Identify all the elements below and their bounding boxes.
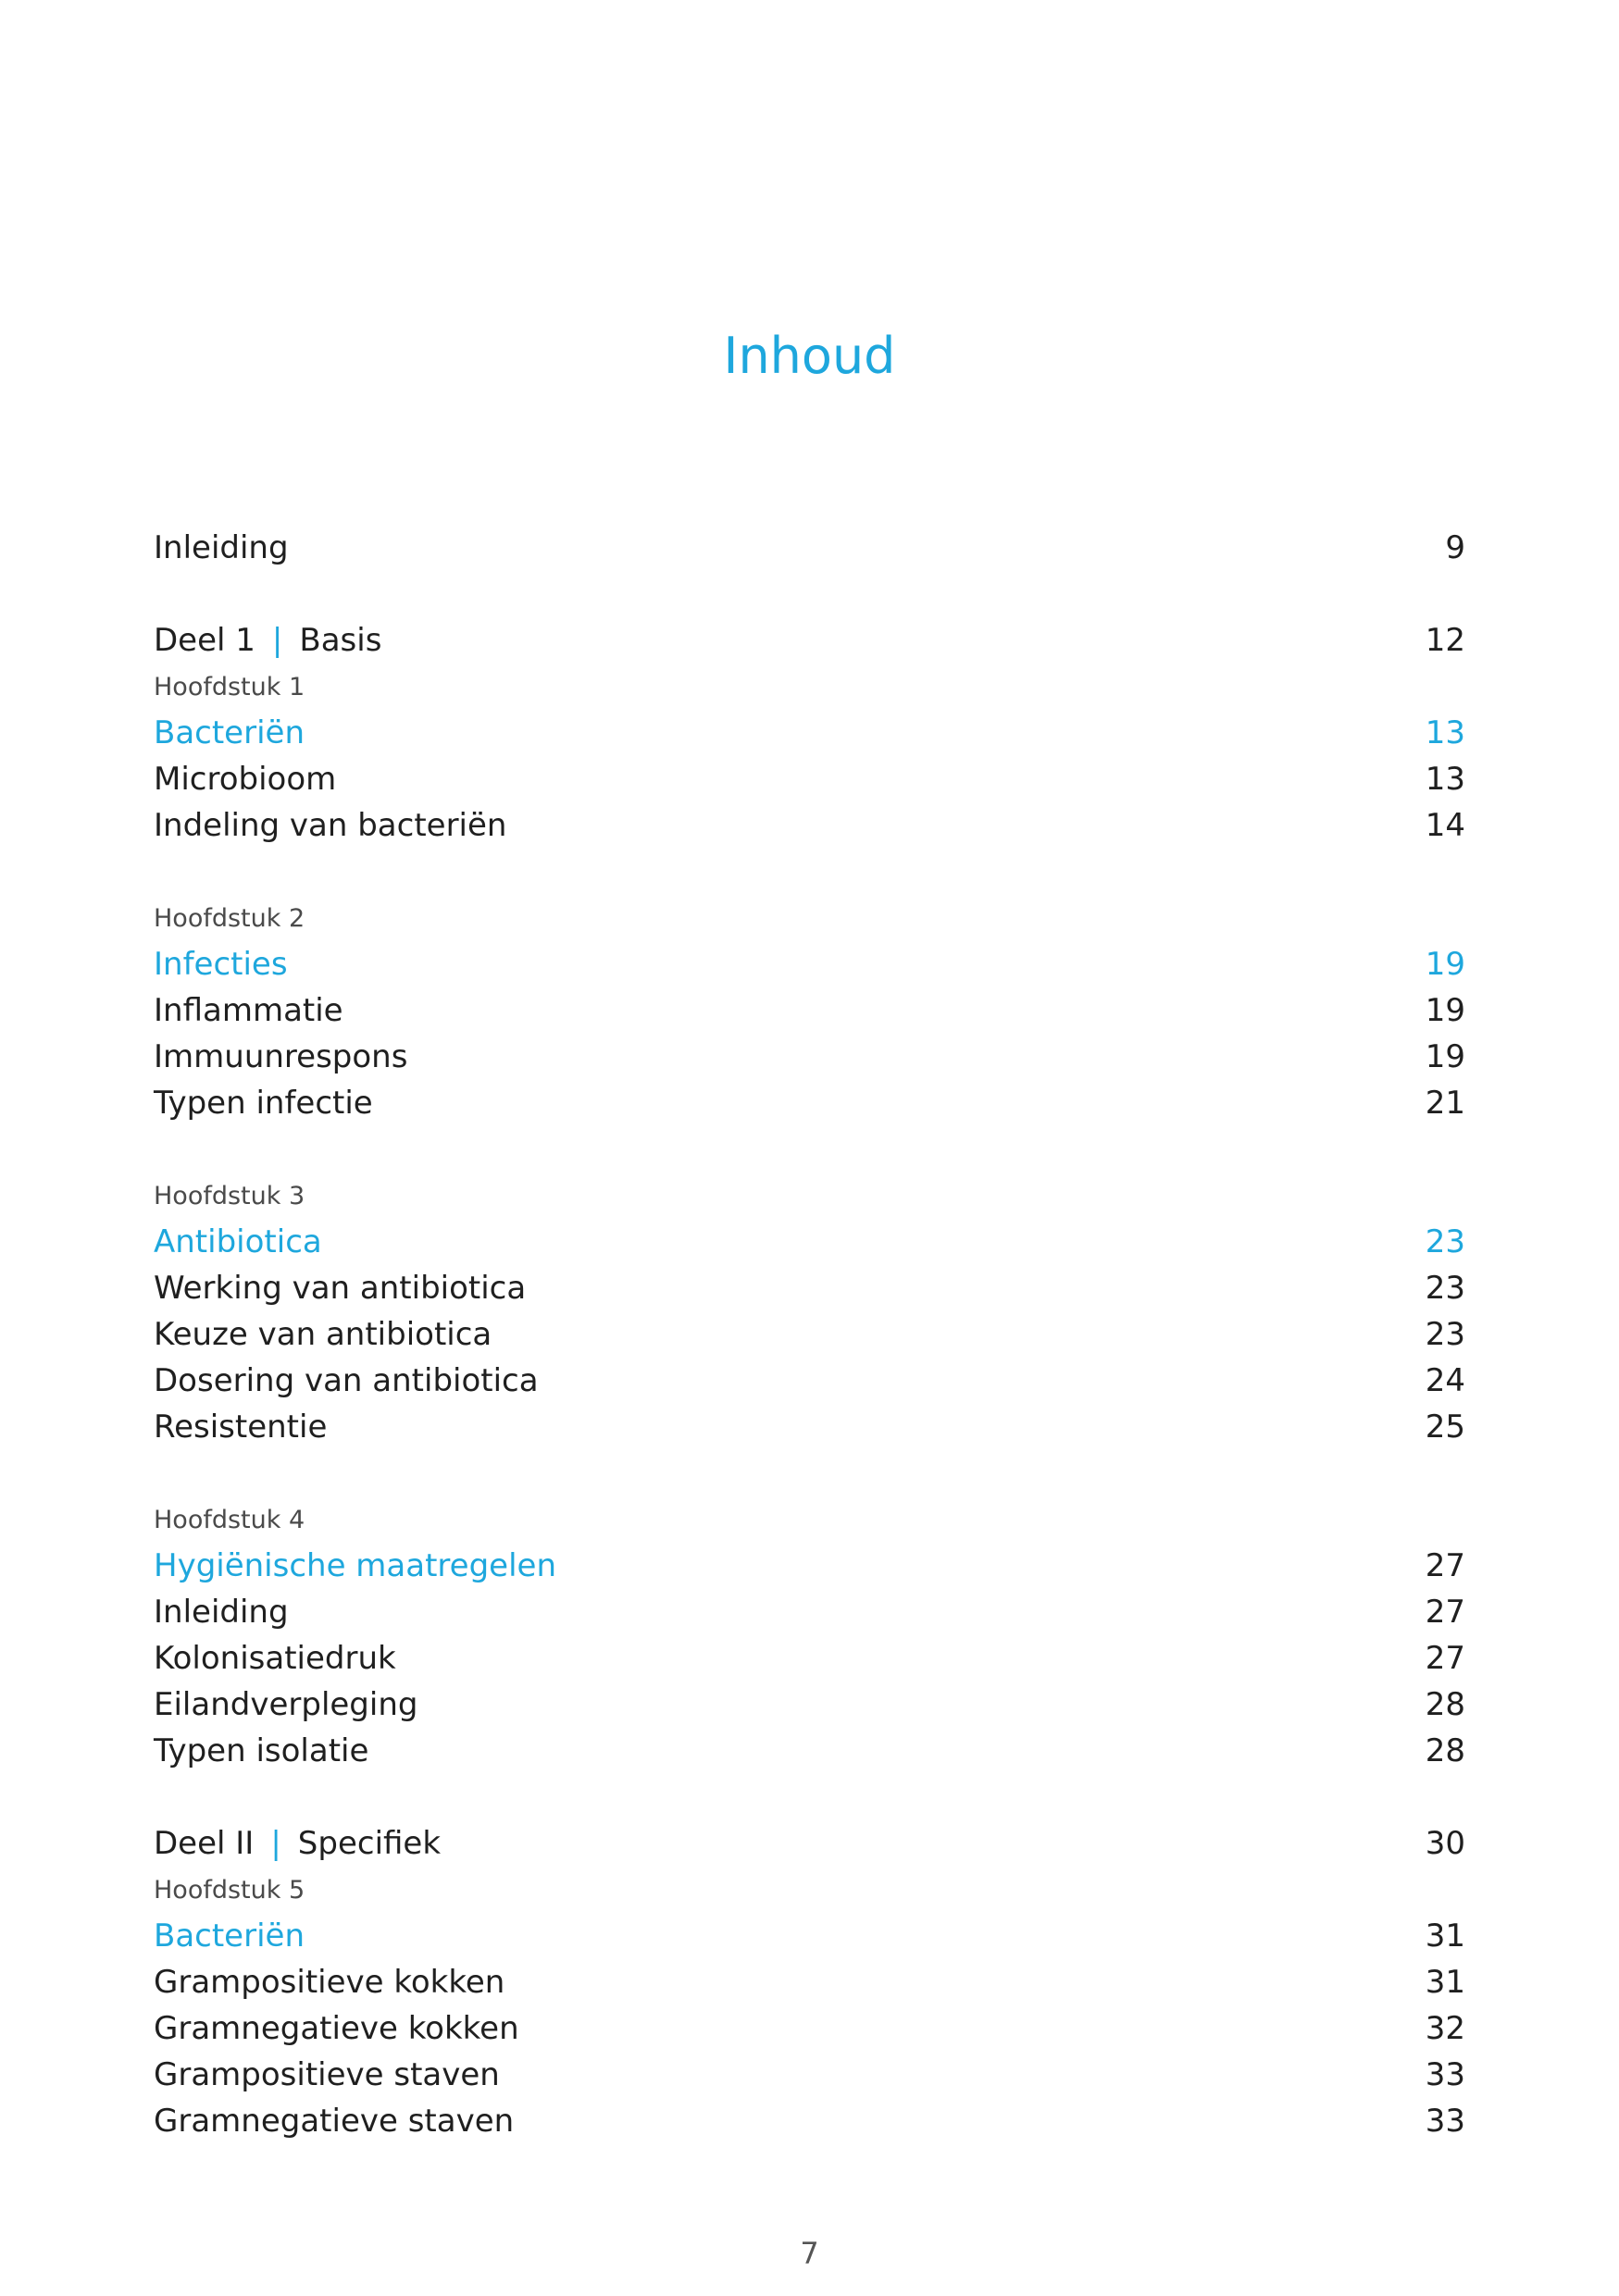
toc-entry[interactable] — [154, 802, 1465, 849]
toc-entry-label: Typen infectie — [154, 1085, 373, 1122]
toc-entry-page: 33 — [1425, 2103, 1465, 2140]
toc-entry-label: Inleiding — [154, 529, 289, 566]
toc-entry-page: 31 — [1425, 1964, 1465, 2001]
toc-entry-page: 12 — [1425, 622, 1465, 659]
toc-chapter-title[interactable] — [154, 1219, 1465, 1265]
toc-entry-page: 19 — [1425, 992, 1465, 1029]
toc-entry-page: 31 — [1425, 1917, 1465, 1955]
toc-chapter-title[interactable] — [154, 941, 1465, 987]
toc-entry-page: 30 — [1425, 1825, 1465, 1862]
toc-chapter-title[interactable] — [154, 1913, 1465, 1959]
toc-entry-page: 19 — [1425, 1038, 1465, 1075]
chapter-kicker: Hoofdstuk 3 — [154, 1182, 305, 1210]
toc-entry[interactable] — [154, 1265, 1465, 1311]
toc-entry[interactable] — [154, 1589, 1465, 1635]
part-heading — [154, 617, 381, 664]
toc-part-2[interactable] — [154, 1820, 1465, 1867]
toc-entry-label: Bacteriën — [154, 1917, 305, 1955]
toc-entry-intro[interactable] — [154, 525, 1465, 571]
toc-entry[interactable] — [154, 1311, 1465, 1358]
toc-entry-page: 23 — [1425, 1270, 1465, 1307]
toc-entry-page: 23 — [1425, 1316, 1465, 1353]
toc-entry[interactable] — [154, 1959, 1465, 2005]
toc-entry[interactable] — [154, 2005, 1465, 2052]
toc-entry-label: Typen isolatie — [154, 1732, 369, 1769]
toc-entry-label: Indeling van bacteriën — [154, 807, 507, 844]
toc-entry-label: Microbioom — [154, 761, 337, 798]
toc-entry-page: 27 — [1425, 1594, 1465, 1631]
toc-entry-page: 13 — [1425, 714, 1465, 751]
part-name: Specifiek — [297, 1825, 442, 1862]
toc-entry-label: Gramnegatieve staven — [154, 2103, 515, 2140]
toc-entry[interactable] — [154, 2052, 1465, 2098]
toc-entry[interactable] — [154, 2098, 1465, 2144]
toc-entry-page: 14 — [1425, 807, 1465, 844]
toc-entry-page: 32 — [1425, 2010, 1465, 2047]
chapter-kicker: Hoofdstuk 2 — [154, 904, 305, 933]
toc-entry-page: 28 — [1425, 1732, 1465, 1769]
toc-entry-label: Bacteriën — [154, 714, 305, 751]
toc-entry-page: 27 — [1425, 1547, 1465, 1584]
toc-entry-page: 9 — [1445, 529, 1465, 566]
toc-entry-page: 33 — [1425, 2056, 1465, 2093]
part-name: Basis — [299, 622, 382, 659]
chapter-kicker: Hoofdstuk 4 — [154, 1506, 305, 1534]
part-separator: | — [271, 622, 283, 659]
toc-entry-label: Eilandverpleging — [154, 1686, 418, 1723]
toc-entry[interactable] — [154, 1358, 1465, 1404]
part-heading — [154, 1820, 441, 1867]
toc-entry-label: Hygiënische maatregelen — [154, 1547, 556, 1584]
toc-entry-label: Dosering van antibiotica — [154, 1362, 539, 1399]
toc-entry[interactable] — [154, 1728, 1465, 1774]
part-separator: | — [270, 1825, 281, 1862]
toc-entry-page: 24 — [1425, 1362, 1465, 1399]
toc-entry-label: Kolonisatiedruk — [154, 1640, 396, 1677]
toc-entry[interactable] — [154, 1080, 1465, 1126]
part-prefix: Deel 1 — [154, 622, 255, 659]
toc-entry[interactable] — [154, 1404, 1465, 1450]
toc-entry-page: 19 — [1425, 946, 1465, 983]
chapter-kicker: Hoofdstuk 1 — [154, 673, 305, 701]
page-number: 7 — [800, 2236, 819, 2271]
toc-entry-label: Antibiotica — [154, 1223, 322, 1260]
toc-entry[interactable] — [154, 987, 1465, 1034]
toc-entry[interactable] — [154, 1034, 1465, 1080]
toc-entry-page: 21 — [1425, 1085, 1465, 1122]
page-title: Inhoud — [723, 327, 896, 385]
toc-entry-page: 25 — [1425, 1409, 1465, 1446]
toc-entry-page: 28 — [1425, 1686, 1465, 1723]
part-prefix: Deel II — [154, 1825, 255, 1862]
toc-entry[interactable] — [154, 1635, 1465, 1682]
toc-part-1[interactable] — [154, 617, 1465, 664]
toc-entry[interactable] — [154, 1682, 1465, 1728]
chapter-kicker: Hoofdstuk 5 — [154, 1876, 305, 1905]
toc-entry-label: Infecties — [154, 946, 288, 983]
toc-entry-label: Immuunrespons — [154, 1038, 408, 1075]
toc-entry-label: Werking van antibiotica — [154, 1270, 527, 1307]
toc-entry-label: Inflammatie — [154, 992, 343, 1029]
toc-entry[interactable] — [154, 756, 1465, 802]
toc-entry-page: 27 — [1425, 1640, 1465, 1677]
toc-entry-label: Inleiding — [154, 1594, 289, 1631]
toc-chapter-title[interactable] — [154, 1543, 1465, 1589]
toc-entry-label: Grampositieve kokken — [154, 1964, 505, 2001]
toc-entry-label: Resistentie — [154, 1409, 328, 1446]
toc-entry-label: Grampositieve staven — [154, 2056, 500, 2093]
toc-entry-page: 23 — [1425, 1223, 1465, 1260]
toc-entry-label: Keuze van antibiotica — [154, 1316, 492, 1353]
toc-chapter-title[interactable] — [154, 710, 1465, 756]
toc-entry-page: 13 — [1425, 761, 1465, 798]
toc-entry-label: Gramnegatieve kokken — [154, 2010, 519, 2047]
